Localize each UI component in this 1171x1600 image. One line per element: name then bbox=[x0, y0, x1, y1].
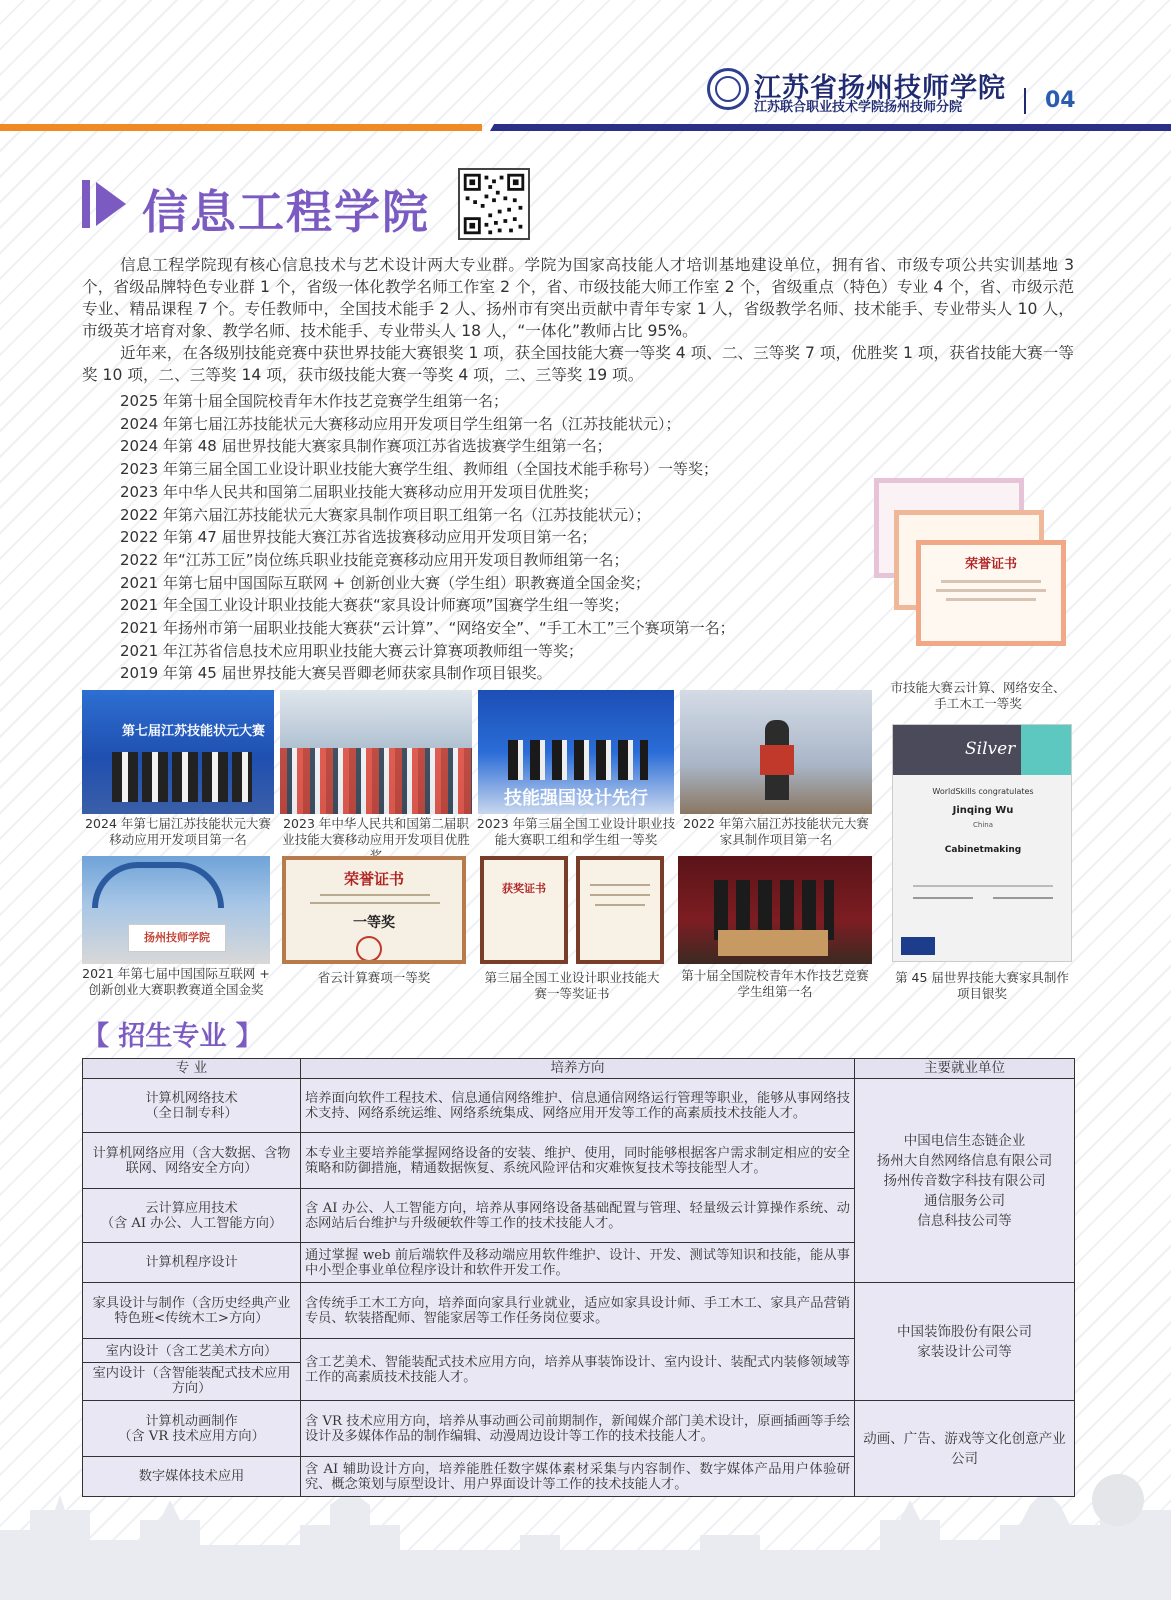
employer-list: 中国装饰股份有限公司 家装设计公司等 bbox=[855, 1283, 1075, 1401]
award-photo-furniture-making bbox=[680, 690, 872, 814]
recipient-country: China bbox=[973, 821, 993, 829]
award-item: 2021 年扬州市第一届职业技能大赛获“云计算”、“网络安全”、“手工木工”三个赛项第一名； bbox=[120, 619, 735, 638]
award-item: 2023 年中华人民共和国第二届职业技能大赛移动应用开发项目优胜奖； bbox=[120, 482, 598, 501]
major-name: 计算机动画制作 （含 VR 技术应用方向） bbox=[83, 1401, 301, 1457]
majors-table bbox=[82, 1058, 1075, 1497]
award-photo-industrial-design bbox=[478, 690, 674, 814]
major-name: 计算机程序设计 bbox=[83, 1243, 301, 1283]
major-direction: 含 AI 辅助设计方向，培养能胜任数字媒体素材采集与内容制作、数字媒体产品用户体验研究、概念策划与原型设计、用户界面设计等工作的技术技能人才。 bbox=[301, 1457, 855, 1497]
page-number: 04 bbox=[1045, 88, 1076, 113]
major-direction: 本专业主要培养能掌握网络设备的安装、维护、使用，同时能够根据客户需求制定相应的安全策略和防御措施，精通数据恢复、系统风险评估和灾难恢复技术等技能型人才。 bbox=[301, 1133, 855, 1189]
award-item: 2021 年第七届中国国际互联网 + 创新创业大赛（学生组）职教赛道全国金奖； bbox=[120, 573, 651, 592]
header-band-orange bbox=[0, 124, 482, 131]
intro-text bbox=[82, 254, 1074, 386]
certificate-heading: 荣誉证书 bbox=[343, 870, 404, 888]
award-item: 2021 年江苏省信息技术应用职业技能大赛云计算赛项教师组一等奖； bbox=[120, 641, 583, 660]
award-item: 2024 年第七届江苏技能状元大赛移动应用开发项目学生组第一名（江苏技能状元）； bbox=[120, 414, 681, 433]
award-photo-woodcraft-team bbox=[678, 856, 872, 964]
recipient-name: Jinqing Wu bbox=[952, 805, 1014, 816]
table-row bbox=[83, 1283, 1075, 1339]
banner-text: 技能强国设计先行 bbox=[504, 788, 648, 809]
page-title: 信息工程学院 bbox=[142, 185, 430, 239]
award-photo-national-group bbox=[280, 690, 472, 814]
page-header bbox=[0, 0, 1171, 140]
school-subtitle: 江苏联合职业技术学院扬州技师分院 bbox=[754, 100, 963, 115]
major-name: 家具设计与制作（含历史经典产业特色班<传统木工>方向） bbox=[83, 1283, 301, 1339]
major-direction: 含传统手工木工方向，培养面向家具行业就业，适应如家具设计师、手工木工、家具产品营销专员、软装搭配师、智能家居等工作任务岗位要求。 bbox=[301, 1283, 855, 1339]
qr-code[interactable] bbox=[458, 168, 530, 240]
photo-caption: 2023 年中华人民共和国第二届职业技能大赛移动应用开发项目优胜 bbox=[282, 816, 470, 847]
award-list bbox=[120, 390, 735, 685]
award-item: 2025 年第十届全国院校青年木作技艺竞赛学生组第一名； bbox=[120, 392, 508, 410]
photo-caption: 省云计算赛项一等奖 bbox=[317, 970, 431, 985]
certificate-stack-photo bbox=[872, 478, 1072, 650]
table-row bbox=[83, 1079, 1075, 1133]
photo-caption: 2024 年第七届江苏技能状元大赛移动应用开发项目第一名 bbox=[85, 816, 271, 847]
certificate-line: WorldSkills congratulates bbox=[932, 787, 1034, 796]
header-band-navy bbox=[490, 124, 1171, 131]
employer-list: 动画、广告、游戏等文化创意产业公司 bbox=[855, 1401, 1075, 1497]
major-name-pair bbox=[83, 1339, 301, 1401]
certificate-heading: 获奖证书 bbox=[502, 882, 546, 895]
award-item: 2023 年第三届全国工业设计职业技能大赛学生组、教师组（全国技术能手称号）一等奖； bbox=[120, 460, 718, 479]
photo-caption: 第十届全国院校青年木作技艺竞赛学生组第一名 bbox=[681, 968, 869, 999]
major-name: 计算机网络技术 （全日制专科） bbox=[83, 1079, 301, 1133]
silver-badge: Silver bbox=[965, 739, 1016, 759]
photo-caption: 2022 年第六届江苏技能状元大赛家具制作项目第一名 bbox=[683, 816, 869, 847]
school-name: 江苏省扬州技师学院 bbox=[754, 73, 1006, 104]
major-direction: 通过掌握 web 前后端软件及移动端应用软件维护、设计、开发、测试等知识和技能，能从事中小型企事业单位程序设计和软件开发工作。 bbox=[301, 1243, 855, 1283]
major-name: 计算机网络应用（含大数据、含物联网、网络安全方向） bbox=[83, 1133, 301, 1189]
column-header: 专 业 bbox=[83, 1059, 301, 1079]
award-photo-design-certificates bbox=[480, 856, 664, 964]
intro-paragraph: 近年来，在各级别技能竞赛中获世界技能大赛银奖 1 项，获全国技能大赛一等奖 4 项、二、三等奖 7 项，优胜奖 1 项，获省技能大赛一等奖 10 项，二、三等奖 14 项，获市级技能大赛一等奖 4 项，二、三等奖 19 项。 bbox=[82, 344, 1074, 384]
award-photo-jiangsu-champion bbox=[82, 690, 274, 814]
table-row bbox=[83, 1401, 1075, 1457]
column-header: 培养方向 bbox=[301, 1059, 855, 1079]
skill-name: Cabinetmaking bbox=[944, 845, 1022, 855]
photo-caption: 市技能大赛云计算、网络安全、手工木工一等奖 bbox=[890, 680, 1066, 711]
certificate-heading: 荣誉证书 bbox=[964, 557, 1017, 572]
school-logo-seal bbox=[707, 68, 749, 110]
employer-list: 中国电信生态链企业 扬州大自然网络信息有限公司 扬州传音数字科技有限公司 通信服务公司 信息科技公司等 bbox=[855, 1079, 1075, 1283]
photo-caption: 2021 年第七届中国国际互联网 + 创新创业大赛职教赛道全国金奖 bbox=[82, 966, 270, 997]
header-divider bbox=[1024, 88, 1026, 114]
major-direction: 含 AI 办公、人工智能方向，培养从事网络设备基础配置与管理、轻量级云计算操作系统、动态网站后台维护与升级硬软件等工作的技术技能人才。 bbox=[301, 1189, 855, 1243]
major-name: 云计算应用技术 （含 AI 办公、人工智能方向） bbox=[83, 1189, 301, 1243]
award-photo-internet-plus bbox=[82, 856, 270, 964]
photo-caption: 第三届全国工业设计职业技能大赛一等奖证书 bbox=[484, 970, 660, 1001]
banner-text: 扬州技师学院 bbox=[128, 924, 226, 952]
major-name: 数字媒体技术应用 bbox=[83, 1457, 301, 1497]
enrollment-section-title: 【 招生专业 】 bbox=[82, 1021, 263, 1052]
major-direction: 含工艺美术、智能装配式技术应用方向，培养从事装饰设计、室内设计、装配式内装修领域等工作的高素质技术技能人才。 bbox=[301, 1339, 855, 1401]
column-header: 主要就业单位 bbox=[855, 1059, 1075, 1079]
worldskills-silver-certificate bbox=[892, 724, 1072, 962]
major-name: 室内设计（含工艺美术方向） bbox=[83, 1341, 300, 1363]
play-arrow-icon bbox=[82, 180, 126, 228]
major-name: 室内设计（含智能装配式技术应用方向） bbox=[92, 1365, 291, 1396]
award-item: 2019 年第 45 届世界技能大赛吴晋卿老师获家具制作项目银奖。 bbox=[120, 664, 552, 683]
banner-text: 第七届江苏技能状元大赛 bbox=[122, 724, 266, 739]
table-header-row bbox=[83, 1059, 1075, 1079]
major-direction: 含 VR 技术应用方向，培养从事动画公司前期制作，新闻媒介部门美术设计，原画插画等手绘设计及多媒体作品的制作编辑、动漫周边设计等工作的技术技能人才。 bbox=[301, 1401, 855, 1457]
award-item: 2022 年第六届江苏技能状元大赛家具制作项目职工组第一名（江苏技能状元）； bbox=[120, 505, 651, 524]
award-photo-cloud-certificate bbox=[282, 856, 466, 964]
award-item: 2022 年第 47 届世界技能大赛江苏省选拔赛移动应用开发项目第一名； bbox=[120, 528, 597, 547]
intro-paragraph: 信息工程学院现有核心信息技术与艺术设计两大专业群。学院为国家高技能人才培训基地建设单位，拥有省、市级专项公共实训基地 3 个，省级品牌特色专业群 1 个，省级一体化教学名师工作室 2 个，省、市级技能大师工作室 2 个，省级重点（特色）专业 4 个，省、市级示范专业、精品课程 7 个。专任教师中，全国技术能手 2 人、扬州市有突出贡献中青年专家 1 人，省级教学名师、技术能手、专业带头人 10 人，市级英才培育对象、教学名师、技术能手、专业带头人 18 人，“一体化”教师占比 95%。 bbox=[82, 256, 1074, 340]
prize-text: 一等奖 bbox=[353, 915, 395, 931]
photo-caption: 第 45 届世界技能大赛家具制作项目银奖 bbox=[895, 970, 1069, 1001]
award-item: 2024 年第 48 届世界技能大赛家具制作赛项江苏省选拔赛学生组第一名； bbox=[120, 437, 612, 456]
photo-caption: 2023 年第三届全国工业设计职业技能大赛职工组和学生组一等奖 bbox=[476, 816, 676, 847]
award-item: 2021 年全国工业设计职业技能大赛获“家具设计师赛项”国赛学生组一等奖； bbox=[120, 596, 629, 615]
major-direction: 培养面向软件工程技术、信息通信网络维护、信息通信网络运行管理等职业，能够从事网络技术支持、网络系统运维、网络系统集成、网络应用开发等工作的高素质技术技能人才。 bbox=[301, 1079, 855, 1133]
award-item: 2022 年“江苏工匠”岗位练兵职业技能竞赛移动应用开发项目教师组第一名； bbox=[120, 550, 629, 569]
